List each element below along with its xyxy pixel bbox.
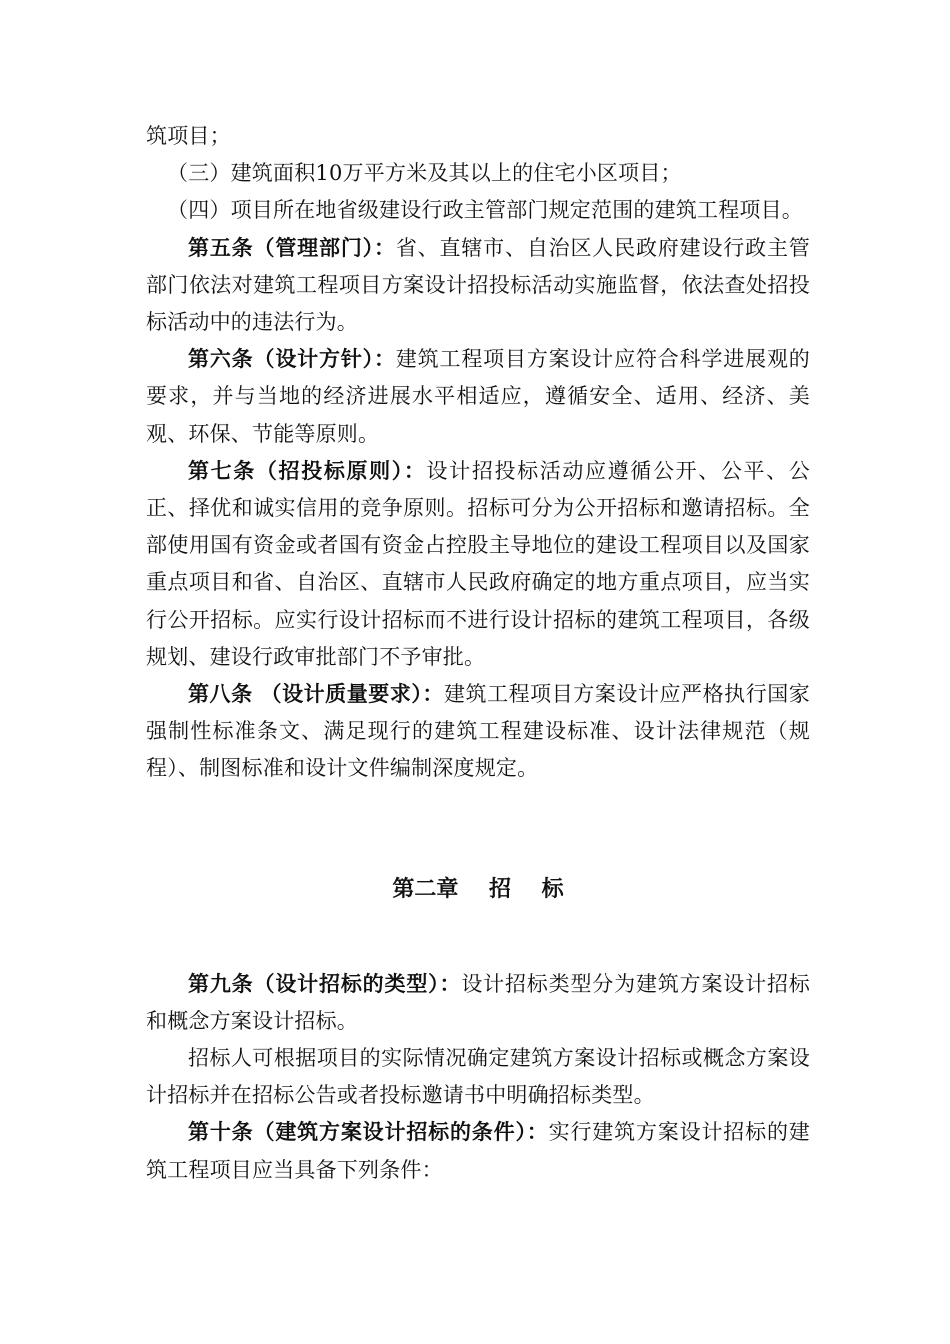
article-7-text: 设计招投标活动应遵循公开、公平、公正、择优和诚实信用的竞争原则。招标可分为公开招标和邀请招标。全部使用国有资金或者国有资金占控股主导地位的建设工程项目以及国家重点项目和省、自治区、直辖市人民政府确定的地方重点项目，应当实行公开招标。应实行设计招标而不进行设计招标的建筑工程项目，各级规划、建设行政审批部门不予审批。 bbox=[146, 458, 810, 669]
article-9 bbox=[146, 966, 810, 1040]
list-item-three: （三）建筑面积10万平方米及其以上的住宅小区项目； bbox=[167, 161, 682, 186]
article-8-title: 第八条 （设计质量要求）： bbox=[188, 682, 444, 707]
article-9-paragraph-2: 招标人可根据项目的实际情况确定建筑方案设计招标或概念方案设计招标并在招标公告或者投标邀请书中明确招标类型。 bbox=[146, 1046, 810, 1108]
article-8-text: 建筑工程项目方案设计应严格执行国家强制性标准条文、满足现行的建筑工程建设标准、设计法律规范（规程）、制图标准和设计文件编制深度规定。 bbox=[146, 682, 810, 781]
article-5 bbox=[146, 230, 810, 342]
article-5-text: 省、直辖市、自治区人民政府建设行政主管部门依法对建筑工程项目方案设计招投标活动实施监督，依法查处招投标活动中的违法行为。 bbox=[146, 235, 810, 335]
list-item-four: （四）项目所在地省级建设行政主管部门规定范围的建筑工程项目。 bbox=[167, 198, 803, 223]
article-10 bbox=[146, 1114, 810, 1188]
article-7-title: 第七条（招投标原则）： bbox=[188, 458, 427, 483]
article-5-title: 第五条（管理部门）： bbox=[188, 235, 396, 260]
article-9-text: 设计招标类型分为建筑方案设计招标和概念方案设计招标。 bbox=[146, 971, 810, 1033]
article-10-title: 第十条（建筑方案设计招标的条件）： bbox=[188, 1120, 549, 1145]
article-6-text: 建筑工程项目方案设计应符合科学进展观的要求，并与当地的经济进展水平相适应，遵循安全、适用、经济、美观、环保、节能等原则。 bbox=[146, 347, 810, 446]
article-6-title: 第六条（设计方针）： bbox=[188, 347, 396, 372]
paragraph-continuation: 筑项目； bbox=[146, 124, 231, 148]
article-10-text: 实行建筑方案设计招标的建筑工程项目应当具备下列条件： bbox=[146, 1120, 810, 1182]
article-7 bbox=[146, 453, 810, 676]
article-9-title: 第九条（设计招标的类型）： bbox=[188, 971, 462, 996]
article-6 bbox=[146, 341, 810, 453]
article-8 bbox=[146, 676, 810, 788]
document-page bbox=[146, 118, 810, 1189]
chapter-title: 第二章 招 标 bbox=[392, 876, 564, 902]
